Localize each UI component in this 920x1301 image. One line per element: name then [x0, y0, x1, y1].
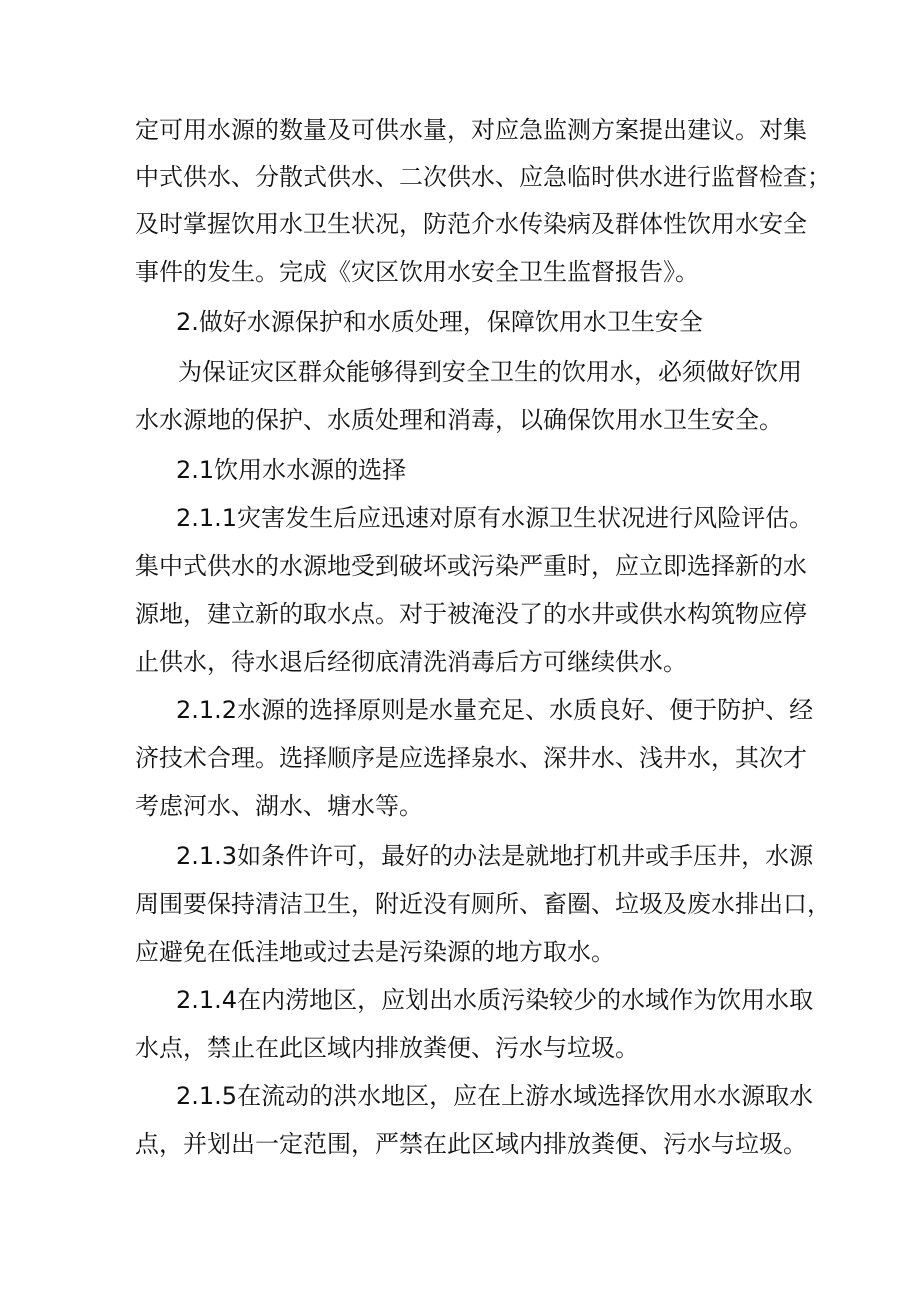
text-line: 2.1.5在流动的洪水地区，应在上游水域选择饮用水水源取水	[176, 1082, 814, 1110]
text-line: 止供水，待水退后经彻底清洗消毒后方可继续供水。	[135, 648, 687, 676]
text-line: 2.1.4在内涝地区，应划出水质污染较少的水域作为饮用水取	[176, 986, 814, 1014]
text-line: 考虑河水、湖水、塘水等。	[135, 792, 423, 820]
text-line: 2.1.1灾害发生后应迅速对原有水源卫生状况进行风险评估。	[176, 504, 814, 532]
text-line: 济技术合理。选择顺序是应选择泉水、深井水、浅井水，其次才	[135, 744, 807, 772]
text-line: 定可用水源的数量及可供水量，对应急监测方案提出建议。对集	[135, 116, 807, 144]
text-line: 应避免在低洼地或过去是污染源的地方取水。	[135, 938, 615, 966]
text-line: 水点，禁止在此区域内排放粪便、污水与垃圾。	[135, 1034, 639, 1062]
text-line: 点，并划出一定范围，严禁在此区域内排放粪便、污水与垃圾。	[135, 1130, 807, 1158]
text-line: 事件的发生。完成《灾区饮用水安全卫生监督报告》。	[135, 258, 699, 286]
text-line: 源地，建立新的取水点。对于被淹没了的水井或供水构筑物应停	[135, 600, 807, 628]
text-line: 2.1.2水源的选择原则是水量充足、水质良好、便于防护、经	[176, 696, 814, 724]
text-line: 周围要保持清洁卫生，附近没有厕所、畜圈、垃圾及废水排出口，	[135, 890, 831, 918]
text-line: 集中式供水的水源地受到破坏或污染严重时，应立即选择新的水	[135, 552, 807, 580]
text-line: 及时掌握饮用水卫生状况，防范介水传染病及群体性饮用水安全	[135, 210, 807, 238]
text-line: 中式供水、分散式供水、二次供水、应急临时供水进行监督检查；	[135, 163, 831, 191]
section-heading: 2.1饮用水水源的选择	[176, 456, 407, 484]
text-line: 2.1.3如条件许可，最好的办法是就地打机井或手压井，水源	[176, 842, 814, 870]
text-line: 水水源地的保护、水质处理和消毒，以确保饮用水卫生安全。	[135, 406, 783, 434]
text-line: 为保证灾区群众能够得到安全卫生的饮用水，必须做好饮用	[178, 358, 802, 386]
section-heading: 2.做好水源保护和水质处理，保障饮用水卫生安全	[176, 308, 703, 336]
